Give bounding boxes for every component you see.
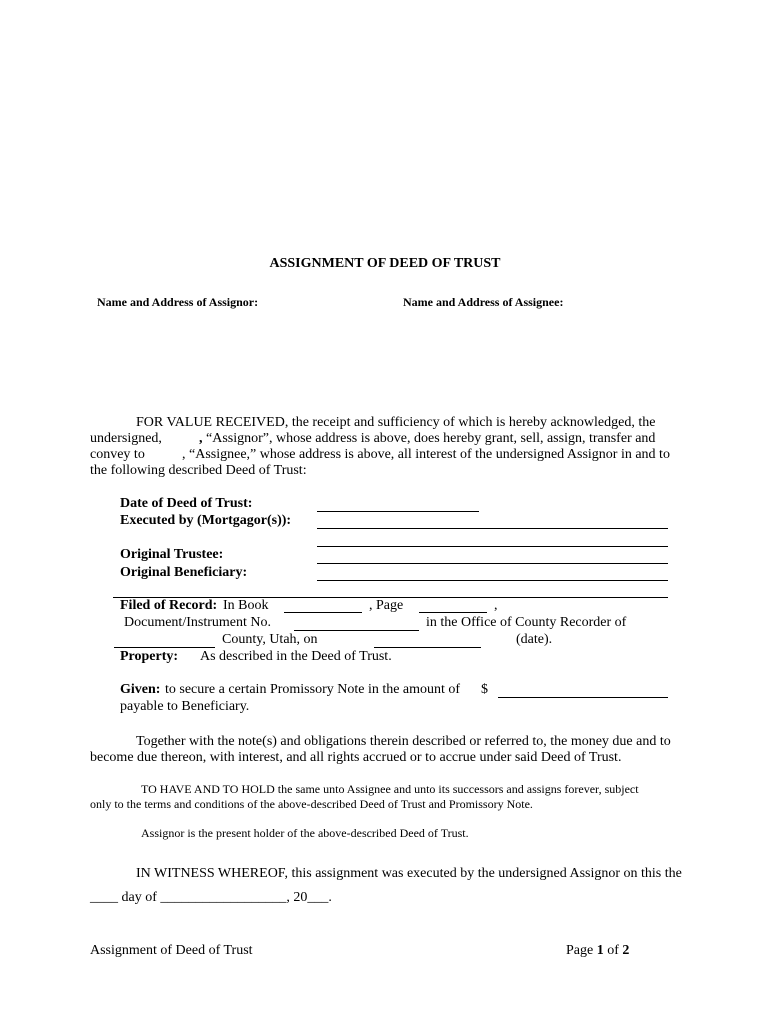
in-book-label: In Book [223,598,269,613]
together-line-2: become due thereon, with interest, and all rights accrued or to accrue under said Deed of Trust. [90,750,622,765]
property-label: Property: [120,649,179,664]
intro-line-2c: “Assignor”, whose address is above, does hereby grant, sell, assign, transfer and [206,431,656,446]
property-value: As described in the Deed of Trust. [200,649,392,664]
executed-by-line-2 [317,546,668,547]
record-date-line [374,647,481,648]
original-beneficiary-label: Original Beneficiary: [120,565,248,580]
intro-line-2a: undersigned, [90,431,162,446]
payable-text: payable to Beneficiary. [120,699,250,714]
page-label: , Page [369,598,404,613]
date-of-deed-line [317,511,479,512]
filed-of-record-label: Filed of Record: [120,598,218,613]
original-trustee-line [317,563,668,564]
footer-title: Assignment of Deed of Trust [90,943,253,958]
given-label: Given: [120,682,161,697]
together-line-1: Together with the note(s) and obligations therein described or referred to, the money due and to [136,734,671,749]
record-date-label: (date). [516,632,553,647]
execution-day-line: ____ day of __________________, 20___. [90,890,332,905]
original-trustee-label: Original Trustee: [120,547,224,562]
intro-line-1: FOR VALUE RECEIVED, the receipt and sufficiency of which is hereby acknowledged, the [136,415,656,430]
document-number-label: Document/Instrument No. [124,615,271,630]
county-utah-label: County, Utah, on [222,632,318,647]
page-indicator [566,943,629,959]
date-of-deed-label: Date of Deed of Trust: [120,496,253,511]
book-line [284,612,362,613]
assignor-heading: Name and Address of Assignor: [97,295,259,309]
page-line [419,612,487,613]
habendum-line-1: TO HAVE AND TO HOLD the same unto Assignee and unto its successors and assigns forever, subject [141,782,639,796]
document-title: ASSIGNMENT OF DEED OF TRUST [269,256,501,271]
original-beneficiary-line [317,580,668,581]
county-line [114,647,215,648]
of-word: of [607,943,619,958]
executed-by-label: Executed by (Mortgagor(s)): [120,513,292,528]
intro-line-3a: convey to [90,447,145,462]
intro-line-2-comma: , [199,431,203,446]
page-comma: , [494,598,498,613]
dollar-sign: $ [481,682,488,697]
page-total: 2 [622,943,630,958]
holder-statement: Assignor is the present holder of the above-described Deed of Trust. [141,826,469,840]
executed-by-line-1 [317,528,668,529]
county-recorder-label: in the Office of County Recorder of [426,615,627,630]
witness-line: IN WITNESS WHEREOF, this assignment was executed by the undersigned Assignor on this the [136,866,682,881]
habendum-line-2: only to the terms and conditions of the above-described Deed of Trust and Promissory Note. [90,797,533,811]
amount-line [498,697,668,698]
page-word: Page [566,943,594,958]
assignee-heading: Name and Address of Assignee: [403,295,564,309]
intro-line-4: the following described Deed of Trust: [90,463,307,478]
given-text: to secure a certain Promissory Note in the amount of [165,682,461,697]
intro-line-3b: , “Assignee,” whose address is above, all interest of the undersigned Assignor in and to [182,447,670,462]
page-number: 1 [596,943,604,958]
document-number-line [294,630,419,631]
